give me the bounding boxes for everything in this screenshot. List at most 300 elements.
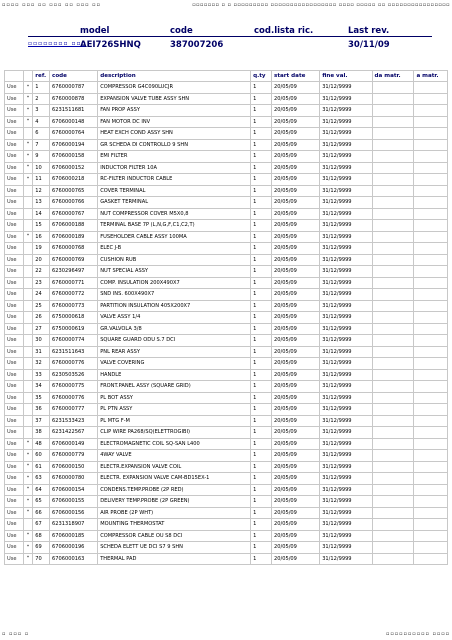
table-row — [5, 254, 448, 266]
marker-cell — [23, 128, 32, 140]
table-cell: ELECTR.EXPANSION VALVE COIL — [98, 461, 251, 473]
table-cell: 6706000185 — [50, 530, 98, 542]
table-cell: 31/12/9999 — [320, 197, 372, 209]
table-cell: 1 — [251, 174, 272, 186]
table-cell: 6706000154 — [50, 484, 98, 496]
table-cell — [414, 208, 448, 220]
use-cell: Use — [5, 220, 24, 232]
table-cell — [414, 289, 448, 301]
bottom-right-text: ▫▫▫▫▫▫▫▫▫▫ ▫▫▫▫ — [385, 631, 450, 637]
table-row — [5, 519, 448, 531]
marker-cell: * — [23, 82, 32, 94]
table-cell — [414, 381, 448, 393]
marker-cell: * — [23, 162, 32, 174]
table-cell — [372, 220, 414, 232]
table-cell: 34 — [33, 381, 50, 393]
table-cell: 20/05/09 — [272, 323, 320, 335]
code-label: code — [170, 26, 193, 36]
table-cell — [372, 312, 414, 324]
table-row — [5, 220, 448, 232]
marker-cell — [23, 254, 32, 266]
marker-cell — [23, 381, 32, 393]
table-row — [5, 323, 448, 335]
marker-cell — [23, 197, 32, 209]
table-cell: 1 — [251, 484, 272, 496]
table-cell: 20/05/09 — [272, 450, 320, 462]
table-cell: 6760000774 — [50, 335, 98, 347]
table-cell: 31/12/9999 — [320, 151, 372, 163]
table-cell — [414, 300, 448, 312]
table-cell — [372, 335, 414, 347]
table-cell: 31/12/9999 — [320, 507, 372, 519]
table-cell: 20/05/09 — [272, 392, 320, 404]
table-cell: 1 — [251, 243, 272, 255]
table-cell: 20/05/09 — [272, 358, 320, 370]
use-cell: Use — [5, 208, 24, 220]
table-cell: 20/05/09 — [272, 174, 320, 186]
table-cell: 1 — [251, 139, 272, 151]
table-body — [5, 82, 448, 565]
table-cell: 6231422567 — [50, 427, 98, 439]
table-cell — [372, 82, 414, 94]
table-cell: 4 — [33, 116, 50, 128]
code-value: 387007206 — [170, 40, 224, 50]
table-cell: 1 — [251, 82, 272, 94]
use-cell: Use — [5, 151, 24, 163]
table-cell: 31/12/9999 — [320, 162, 372, 174]
marker-cell: * — [23, 151, 32, 163]
use-cell: Use — [5, 404, 24, 416]
table-cell: 1 — [251, 404, 272, 416]
use-cell: Use — [5, 519, 24, 531]
table-cell — [372, 208, 414, 220]
table-cell: 20/05/09 — [272, 208, 320, 220]
table-cell — [372, 289, 414, 301]
table-cell — [372, 415, 414, 427]
use-cell: Use — [5, 427, 24, 439]
table-cell: SQUARE GUARD ODU S.7 DCI — [98, 335, 251, 347]
table-cell — [372, 530, 414, 542]
table-cell: 1 — [251, 93, 272, 105]
marker-cell: * — [23, 174, 32, 186]
table-row — [5, 530, 448, 542]
table-cell: 20/05/09 — [272, 105, 320, 117]
table-cell: THERMAL PAD — [98, 553, 251, 565]
table-cell: 31/12/9999 — [320, 438, 372, 450]
table-cell: 20/05/09 — [272, 116, 320, 128]
table-cell: 6760000773 — [50, 300, 98, 312]
table-cell: COMPRESSOR G4C090LUCJR — [98, 82, 251, 94]
table-cell: 6231318907 — [50, 519, 98, 531]
table-cell: 20/05/09 — [272, 507, 320, 519]
table-cell: ELECTR. EXPANSION VALVE CAM-BD15EX-1 — [98, 473, 251, 485]
table-cell: 31/12/9999 — [320, 335, 372, 347]
table-cell: 31 — [33, 346, 50, 358]
table-cell: 31/12/9999 — [320, 243, 372, 255]
use-cell: Use — [5, 484, 24, 496]
table-cell — [414, 450, 448, 462]
table-cell: 6706000196 — [50, 542, 98, 554]
table-cell: SCHEDA ELETT UE DCI S7 9 SHN — [98, 542, 251, 554]
table-cell: EMI FILTER — [98, 151, 251, 163]
marker-cell: * — [23, 116, 32, 128]
table-cell: 1 — [251, 185, 272, 197]
table-cell: 20/05/09 — [272, 553, 320, 565]
table-cell: 20/05/09 — [272, 300, 320, 312]
table-row — [5, 369, 448, 381]
table-cell — [414, 139, 448, 151]
use-cell: Use — [5, 346, 24, 358]
table-cell: 64 — [33, 484, 50, 496]
table-cell: 1 — [251, 197, 272, 209]
table-cell: 20/05/09 — [272, 530, 320, 542]
table-row — [5, 335, 448, 347]
table-cell: MOUNTING THERMOSTAT — [98, 519, 251, 531]
table-cell — [372, 404, 414, 416]
table-cell: 6231511643 — [50, 346, 98, 358]
table-cell: 6760000787 — [50, 82, 98, 94]
table-row — [5, 243, 448, 255]
table-cell — [372, 553, 414, 565]
table-cell: 23 — [33, 277, 50, 289]
table-cell: 20/05/09 — [272, 139, 320, 151]
table-cell: 31/12/9999 — [320, 231, 372, 243]
table-cell — [372, 519, 414, 531]
table-cell: 31/12/9999 — [320, 174, 372, 186]
column-header: code — [50, 71, 98, 82]
table-row — [5, 128, 448, 140]
use-cell: Use — [5, 473, 24, 485]
table-cell — [372, 231, 414, 243]
table-cell: 20/05/09 — [272, 277, 320, 289]
table-cell — [414, 323, 448, 335]
marker-cell — [23, 335, 32, 347]
table-cell: 6760000769 — [50, 254, 98, 266]
table-cell — [372, 139, 414, 151]
use-cell: Use — [5, 496, 24, 508]
table-cell — [372, 484, 414, 496]
model-value: AEI726SHNQ — [80, 40, 141, 50]
table-cell: 1 — [251, 473, 272, 485]
table-cell — [414, 484, 448, 496]
table-cell: 4WAY VALVE — [98, 450, 251, 462]
use-cell: Use — [5, 415, 24, 427]
use-cell: Use — [5, 197, 24, 209]
cod-lista-label: cod.lista ric. — [254, 26, 314, 36]
table-cell: 31/12/9999 — [320, 530, 372, 542]
table-cell: 6231533423 — [50, 415, 98, 427]
table-cell: 20/05/09 — [272, 346, 320, 358]
table-cell: 1 — [33, 82, 50, 94]
table-cell: 22 — [33, 266, 50, 278]
table-cell — [414, 404, 448, 416]
table-cell — [372, 450, 414, 462]
table-cell: 1 — [251, 392, 272, 404]
table-cell — [414, 519, 448, 531]
table-cell: 1 — [251, 450, 272, 462]
table-cell: PL MTG F-M — [98, 415, 251, 427]
table-cell: 31/12/9999 — [320, 553, 372, 565]
marker-cell — [23, 519, 32, 531]
column-header: q.ty — [251, 71, 272, 82]
table-row — [5, 208, 448, 220]
table-cell — [414, 128, 448, 140]
marker-cell: * — [23, 450, 32, 462]
table-cell: 27 — [33, 323, 50, 335]
table-cell: 6750000618 — [50, 312, 98, 324]
table-cell: 6760000776 — [50, 392, 98, 404]
use-cell: Use — [5, 507, 24, 519]
table-cell: 63 — [33, 473, 50, 485]
table-cell: 7 — [33, 139, 50, 151]
use-cell: Use — [5, 312, 24, 324]
use-cell: Use — [5, 335, 24, 347]
use-cell: Use — [5, 381, 24, 393]
table-cell: 13 — [33, 197, 50, 209]
use-cell: Use — [5, 231, 24, 243]
table-cell: 1 — [251, 105, 272, 117]
last-rev-value: 30/11/09 — [348, 40, 390, 50]
table-cell: 31/12/9999 — [320, 415, 372, 427]
table-cell: 6760000768 — [50, 243, 98, 255]
table-cell: 31/12/9999 — [320, 208, 372, 220]
table-row — [5, 289, 448, 301]
page-bottom-bar — [0, 629, 452, 640]
table-cell: 61 — [33, 461, 50, 473]
table-cell: 1 — [251, 289, 272, 301]
table-cell: 20/05/09 — [272, 542, 320, 554]
table-row — [5, 392, 448, 404]
column-header: da matr. — [372, 71, 414, 82]
table-cell: 20/05/09 — [272, 128, 320, 140]
table-cell — [414, 93, 448, 105]
table-cell: VALVE ASSY 1/4 — [98, 312, 251, 324]
marker-cell — [23, 404, 32, 416]
table-cell — [372, 438, 414, 450]
use-cell: Use — [5, 461, 24, 473]
table-cell: 6760000764 — [50, 128, 98, 140]
table-cell: NUT COMPRESSOR COVER M5X0,8 — [98, 208, 251, 220]
table-row — [5, 174, 448, 186]
table-cell: 20/05/09 — [272, 289, 320, 301]
table-cell: 6760000771 — [50, 277, 98, 289]
table-row — [5, 312, 448, 324]
header-link[interactable]: ▫▫▫▫▫▫▫▫ ▫▫▫ — [28, 40, 87, 47]
table-cell: 20/05/09 — [272, 93, 320, 105]
table-row — [5, 450, 448, 462]
table-cell: GR.VALVOLA 3/8 — [98, 323, 251, 335]
table-cell: 68 — [33, 530, 50, 542]
table-cell: 1 — [251, 427, 272, 439]
table-cell — [414, 151, 448, 163]
table-cell: 1 — [251, 162, 272, 174]
table-cell — [372, 346, 414, 358]
table-cell: HANDLE — [98, 369, 251, 381]
table-cell: 1 — [251, 312, 272, 324]
table-cell: RC-FILTER INDUCTOR CABLE — [98, 174, 251, 186]
table-cell: 31/12/9999 — [320, 289, 372, 301]
table-cell: 31/12/9999 — [320, 300, 372, 312]
table-cell: 31/12/9999 — [320, 461, 372, 473]
table-cell: 33 — [33, 369, 50, 381]
table-cell: PNL REAR ASSY — [98, 346, 251, 358]
marker-cell — [23, 300, 32, 312]
table-cell: 31/12/9999 — [320, 346, 372, 358]
table-cell — [414, 473, 448, 485]
table-cell: NUT SPECIAL ASSY — [98, 266, 251, 278]
use-cell: Use — [5, 243, 24, 255]
marker-cell — [23, 323, 32, 335]
table-cell: 31/12/9999 — [320, 392, 372, 404]
table-cell: 1 — [251, 530, 272, 542]
table-cell: 31/12/9999 — [320, 427, 372, 439]
marker-cell — [23, 243, 32, 255]
table-cell: 20/05/09 — [272, 461, 320, 473]
marker-cell — [23, 220, 32, 232]
marker-cell: * — [23, 530, 32, 542]
table-cell: 20/05/09 — [272, 473, 320, 485]
table-cell — [414, 346, 448, 358]
table-cell — [414, 553, 448, 565]
table-cell: COMPRESSOR CABLE OU S8 DCI — [98, 530, 251, 542]
table-cell — [372, 185, 414, 197]
table-cell: 1 — [251, 231, 272, 243]
table-cell: 6706000156 — [50, 507, 98, 519]
table-cell: 20/05/09 — [272, 254, 320, 266]
table-cell: 20 — [33, 254, 50, 266]
table-cell: 20/05/09 — [272, 243, 320, 255]
table-cell: 31/12/9999 — [320, 220, 372, 232]
table-cell — [414, 220, 448, 232]
table-cell — [414, 116, 448, 128]
table-cell: 6706000150 — [50, 461, 98, 473]
marker-cell: * — [23, 139, 32, 151]
table-cell: 6706000163 — [50, 553, 98, 565]
table-row — [5, 151, 448, 163]
table-cell — [414, 185, 448, 197]
table-cell — [372, 300, 414, 312]
table-cell: 6760000779 — [50, 450, 98, 462]
table-cell — [372, 427, 414, 439]
use-cell: Use — [5, 139, 24, 151]
parts-table — [4, 70, 448, 565]
marker-cell — [23, 427, 32, 439]
table-row — [5, 404, 448, 416]
use-cell: Use — [5, 93, 24, 105]
table-cell — [414, 542, 448, 554]
table-cell — [372, 128, 414, 140]
table-cell: SND INS. 600X490X7 — [98, 289, 251, 301]
table-cell: 6760000878 — [50, 93, 98, 105]
table-cell: 20/05/09 — [272, 151, 320, 163]
table-cell: FRONT.PANEL ASSY (SQUARE GRID) — [98, 381, 251, 393]
table-cell: PARTITION INSULATION 405X200X7 — [98, 300, 251, 312]
marker-cell: * — [23, 473, 32, 485]
table-row — [5, 427, 448, 439]
table-cell: 6230503526 — [50, 369, 98, 381]
table-cell: 31/12/9999 — [320, 93, 372, 105]
top-left-text: ▫▫▫▫ ▫▫▫ ▫▫ ▫▫▫ ▫▫ ▫▫▫ ▫▫ — [2, 2, 101, 8]
table-row — [5, 139, 448, 151]
table-cell — [372, 174, 414, 186]
table-cell: 1 — [251, 507, 272, 519]
table-cell: 20/05/09 — [272, 415, 320, 427]
table-cell: 1 — [251, 266, 272, 278]
table-cell: 6230296497 — [50, 266, 98, 278]
table-cell: 20/05/09 — [272, 185, 320, 197]
table-cell: 1 — [251, 438, 272, 450]
table-cell: 65 — [33, 496, 50, 508]
table-row — [5, 484, 448, 496]
table-row — [5, 473, 448, 485]
table-cell — [372, 105, 414, 117]
table-cell: 20/05/09 — [272, 162, 320, 174]
table-cell — [414, 266, 448, 278]
table-cell: 6706000158 — [50, 151, 98, 163]
table-cell: 69 — [33, 542, 50, 554]
table-cell: 1 — [251, 461, 272, 473]
table-cell — [372, 93, 414, 105]
column-header — [23, 71, 32, 82]
table-cell: 20/05/09 — [272, 220, 320, 232]
table-cell: AIR PROBE (2P WHT) — [98, 507, 251, 519]
marker-cell: * — [23, 542, 32, 554]
table-header-row — [5, 71, 448, 82]
table-cell: 31/12/9999 — [320, 128, 372, 140]
table-cell: 31/12/9999 — [320, 404, 372, 416]
table-cell: 31/12/9999 — [320, 450, 372, 462]
table-cell: CUSHION RUB — [98, 254, 251, 266]
table-cell: 6760000765 — [50, 185, 98, 197]
table-cell: 20/05/09 — [272, 427, 320, 439]
marker-cell: * — [23, 105, 32, 117]
table-cell: 1 — [251, 381, 272, 393]
table-cell: 19 — [33, 243, 50, 255]
table-cell: 31/12/9999 — [320, 369, 372, 381]
use-cell: Use — [5, 300, 24, 312]
table-cell: 48 — [33, 438, 50, 450]
table-cell — [372, 461, 414, 473]
table-cell — [414, 105, 448, 117]
table-cell: 6760000777 — [50, 404, 98, 416]
table-cell: 32 — [33, 358, 50, 370]
table-cell: 20/05/09 — [272, 82, 320, 94]
table-cell: 31/12/9999 — [320, 484, 372, 496]
table-cell: 31/12/9999 — [320, 542, 372, 554]
table-cell: 38 — [33, 427, 50, 439]
table-cell: PL BOT ASSY — [98, 392, 251, 404]
table-cell: 6760000772 — [50, 289, 98, 301]
table-cell: 1 — [251, 496, 272, 508]
column-header: ref. — [33, 71, 50, 82]
table-cell: 31/12/9999 — [320, 519, 372, 531]
use-cell: Use — [5, 128, 24, 140]
table-cell — [414, 392, 448, 404]
table-row — [5, 381, 448, 393]
last-rev-label: Last rev. — [348, 26, 390, 36]
table-cell: 67 — [33, 519, 50, 531]
table-cell — [372, 151, 414, 163]
marker-cell — [23, 392, 32, 404]
use-cell: Use — [5, 358, 24, 370]
marker-cell: * — [23, 461, 32, 473]
table-cell: COMP. INSULATION 200X490X7 — [98, 277, 251, 289]
table-cell: 6706000194 — [50, 139, 98, 151]
table-cell: 1 — [251, 128, 272, 140]
table-cell: 36 — [33, 404, 50, 416]
table-cell: 20/05/09 — [272, 312, 320, 324]
table-row — [5, 266, 448, 278]
